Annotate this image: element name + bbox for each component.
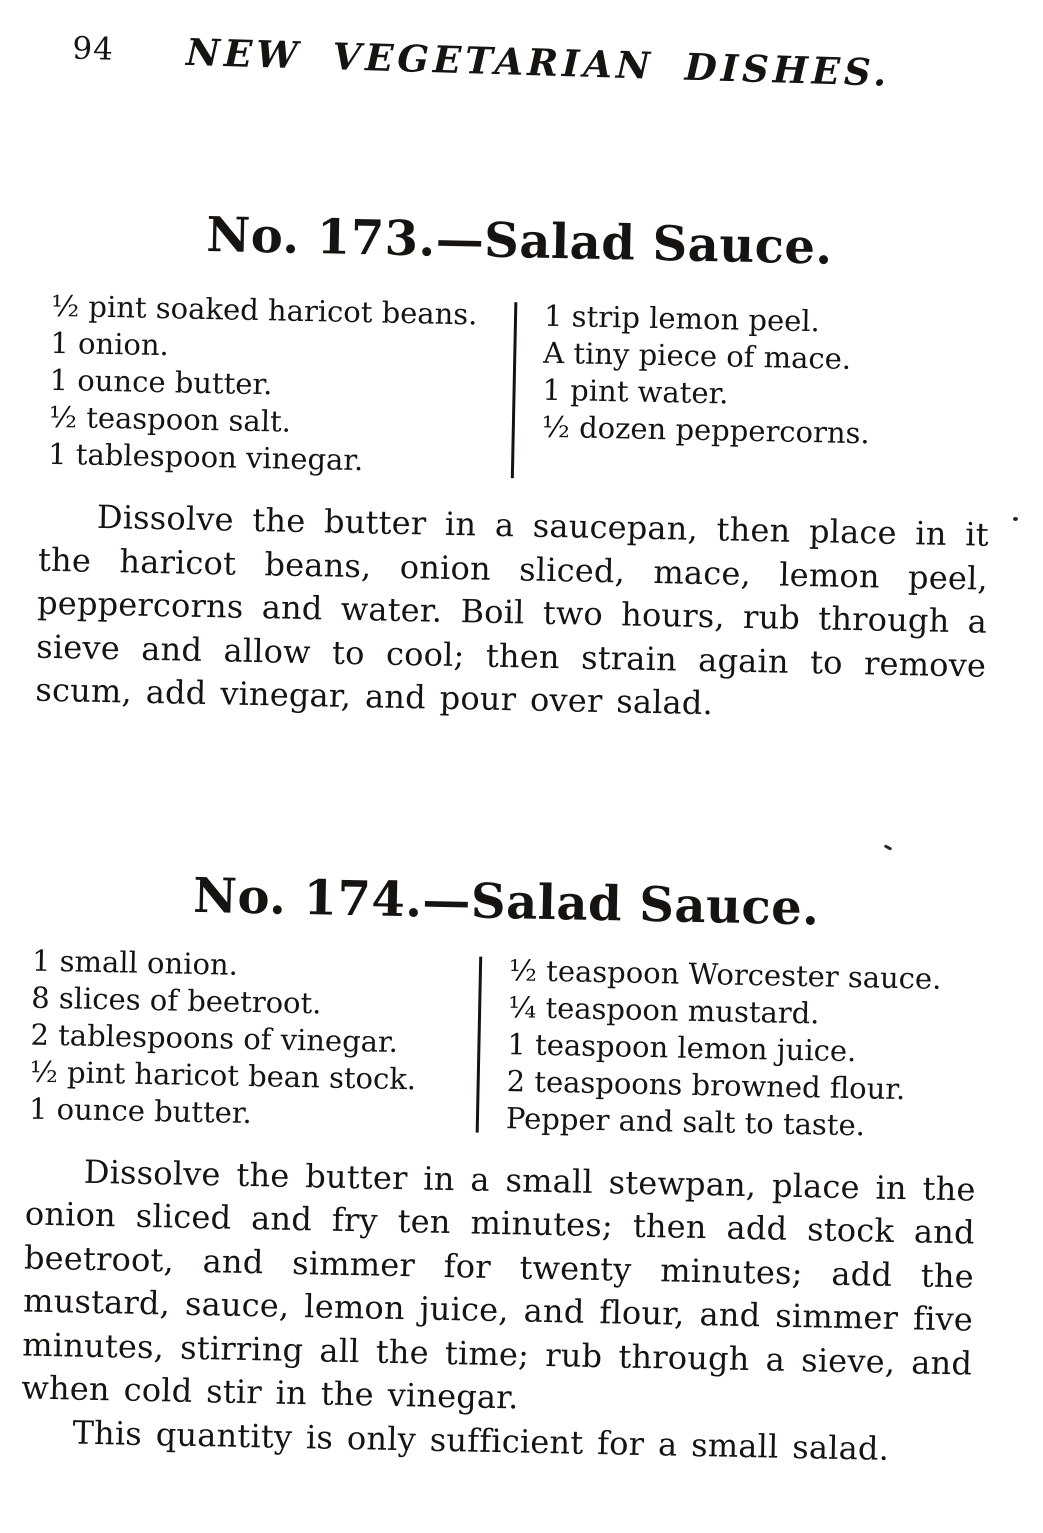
recipe-174-instructions: Dissolve the butter in a small stewpan, place in the onion sliced and fry ten minutes; then add stock and beetroot, and simmer for twenty minutes; add the mustard, sauce, lemon juice, and flour, and simmer five minutes, stirring all the time; rub through a sieve, and when cold stir in the vinegar. — [21, 1152, 977, 1417]
recipe-174-note: This quantity is only sufficient for a small salad. — [72, 1413, 890, 1468]
ingredient-item: 1 small onion. — [31, 943, 239, 982]
ingredient-item: ¼ teaspoon mustard. — [507, 989, 820, 1030]
page-header — [47, 26, 998, 108]
ingredient-item: Pepper and salt to taste. — [505, 1100, 866, 1142]
ingredient-item: A tiny piece of mace. — [543, 335, 852, 376]
recipe-173-ingredients — [40, 288, 994, 492]
ingredient-item: 1 ounce butter. — [49, 362, 273, 402]
ingredient-item: 1 teaspoon lemon juice. — [507, 1026, 857, 1068]
page-number: 94 — [71, 30, 115, 68]
page-content — [0, 25, 1043, 1474]
recipe-173-ingredients-right — [514, 297, 994, 492]
ingredient-item: 1 ounce butter. — [28, 1091, 253, 1130]
ingredient-item: 2 teaspoons browned flour. — [506, 1063, 906, 1106]
recipe-174-ingredients-left — [27, 942, 480, 1136]
running-title: NEW VEGETARIAN DISHES. — [185, 29, 891, 95]
recipe-173 — [35, 202, 995, 731]
recipe-173-instructions: Dissolve the butter in a saucepan, then place in it the haricot beans, onion sliced, mace, lemon peel, peppercorns and water. Boil two hours, rub through a sieve and allow to cool; then strain again to remove scum, add vinegar, and pour over salad. — [35, 497, 990, 723]
ingredient-item: 2 tablespoons of vinegar. — [30, 1017, 399, 1059]
ingredient-item: 1 tablespoon vinegar. — [47, 436, 364, 478]
ingredient-item: ½ teaspoon Worcester sauce. — [508, 952, 942, 996]
ingredient-item: 8 slices of beetroot. — [30, 980, 322, 1020]
ingredient-item: ½ pint soaked haricot beans. — [50, 288, 478, 332]
recipe-173-ingredients-left — [40, 288, 515, 482]
recipe-173-title: No. 173.—Salad Sauce. — [205, 206, 834, 276]
scan-speck — [1013, 517, 1018, 521]
recipe-174-title: No. 174.—Salad Sauce. — [192, 867, 821, 936]
ingredient-item: 1 pint water. — [542, 372, 729, 411]
recipe-174 — [20, 862, 982, 1472]
ingredient-item: 1 strip lemon peel. — [543, 298, 821, 339]
recipe-174-ingredients-right — [479, 951, 981, 1146]
ingredient-item: ½ pint haricot bean stock. — [29, 1054, 417, 1096]
recipe-174-ingredients — [27, 942, 981, 1146]
ingredient-item: 1 onion. — [50, 325, 170, 363]
ingredient-item: ½ teaspoon salt. — [48, 399, 292, 439]
ingredient-item: ½ dozen peppercorns. — [541, 409, 871, 451]
